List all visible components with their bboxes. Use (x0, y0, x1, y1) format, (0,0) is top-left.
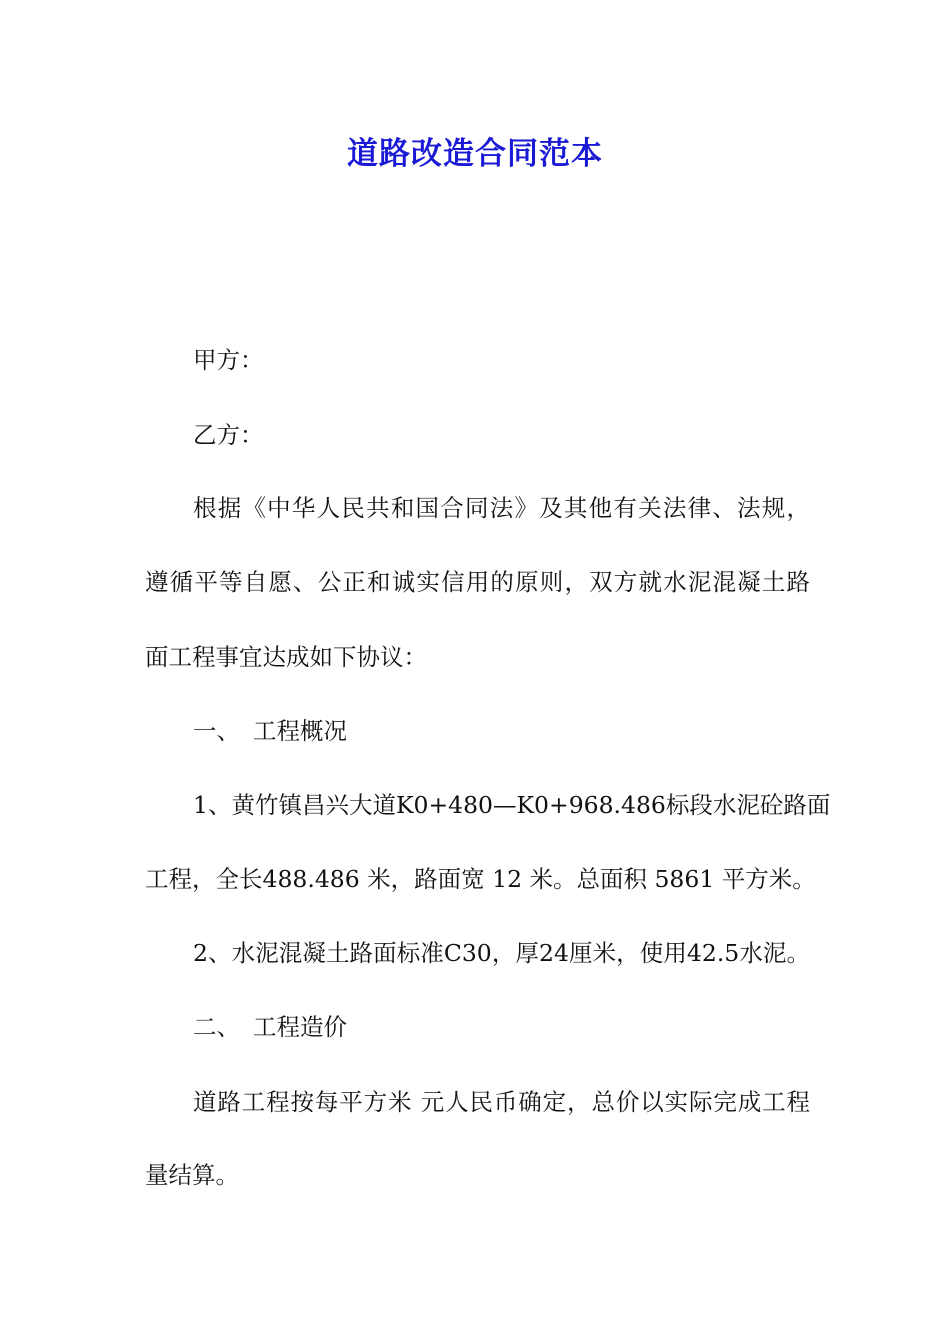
paragraph-line: 1、黄竹镇昌兴大道K0+480—K0+968.486标段水泥砼路面 (193, 791, 831, 819)
paragraph-line: 面工程事宜达成如下协议： (145, 643, 427, 671)
party-b-line: 乙方： (193, 421, 264, 449)
section-heading-2 (193, 1012, 810, 1042)
paragraph-line: 2、水泥混凝土路面标准C30，厚24厘米，使用42.5水泥。 (193, 939, 810, 967)
paragraph-line: 工程，全长488.486 米，路面宽 12 米。总面积 5861 平方米。 (145, 865, 816, 893)
section-heading-1 (193, 716, 810, 746)
paragraph-line: 根据《中华人民共和国合同法》及其他有关法律、法规， (193, 494, 810, 522)
section-title: 工程概况 (253, 717, 347, 745)
document-title: 道路改造合同范本 (347, 136, 603, 172)
paragraph-line: 道路工程按每平方米 元人民币确定，总价以实际完成工程 (193, 1088, 810, 1116)
paragraph-line: 遵循平等自愿、公正和诚实信用的原则，双方就水泥混凝土路 (145, 568, 810, 596)
party-a-line: 甲方： (193, 346, 264, 374)
paragraph-line: 量结算。 (145, 1161, 239, 1189)
section-number: 一、 (193, 717, 240, 745)
section-title: 工程造价 (253, 1013, 347, 1041)
section-number: 二、 (193, 1013, 240, 1041)
